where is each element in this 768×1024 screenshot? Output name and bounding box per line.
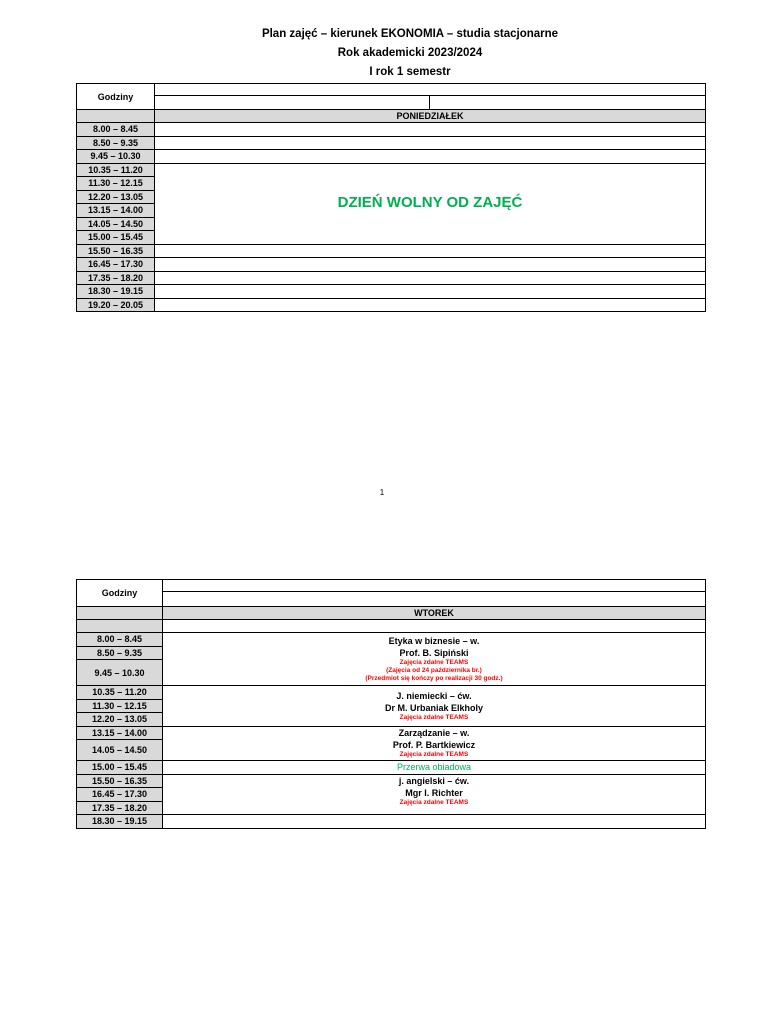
time-slot: 15.50 – 16.35 xyxy=(77,244,155,258)
lunch-break-cell xyxy=(163,761,706,775)
class-note: Zajęcia zdalne TEAMS xyxy=(399,798,469,806)
class-teacher: Prof. B. Sipiński xyxy=(399,648,469,658)
time-slot: 18.30 – 19.15 xyxy=(77,815,163,829)
class-title: Etyka w biznesie – w. xyxy=(388,636,480,646)
empty-slot xyxy=(155,123,706,137)
time-slot: 12.20 – 13.05 xyxy=(77,190,155,204)
class-title: j. angielski – ćw. xyxy=(398,775,470,786)
time-slot: 17.35 – 18.20 xyxy=(77,271,155,285)
free-day-cell xyxy=(155,163,706,244)
time-slot: 8.50 – 9.35 xyxy=(77,646,163,660)
godziny-header: Godziny xyxy=(77,580,163,607)
time-slot: 17.35 – 18.20 xyxy=(77,801,163,815)
time-slot: 15.00 – 15.45 xyxy=(77,231,155,245)
empty-slot xyxy=(155,298,706,312)
year-semester: I rok 1 semestr xyxy=(369,66,451,78)
tuesday-schedule-table xyxy=(76,579,706,829)
class-note: Zajęcia zdalne TEAMS xyxy=(399,659,469,666)
class-niemiecki xyxy=(163,686,706,727)
time-slot: 11.30 – 12.15 xyxy=(77,699,163,713)
time-slot: 15.00 – 15.45 xyxy=(77,761,163,775)
class-zarzadzanie xyxy=(163,726,706,761)
class-etyka xyxy=(163,633,706,686)
header-cell-top xyxy=(155,84,706,96)
time-slot: 13.15 – 14.00 xyxy=(77,726,163,740)
empty-slot xyxy=(155,271,706,285)
time-slot: 18.30 – 19.15 xyxy=(77,285,155,299)
godziny-header: Godziny xyxy=(77,84,155,110)
class-teacher: Mgr I. Richter xyxy=(405,787,463,798)
time-slot: 14.05 – 14.50 xyxy=(77,740,163,761)
class-title: J. niemiecki – ćw. xyxy=(396,690,472,701)
class-note: Zajęcia zdalne TEAMS xyxy=(399,751,469,759)
time-slot: 10.35 – 11.20 xyxy=(77,163,155,177)
time-slot: 13.15 – 14.00 xyxy=(77,204,155,218)
time-slot: 8.50 – 9.35 xyxy=(77,136,155,150)
time-slot: 8.00 – 8.45 xyxy=(77,633,163,647)
empty-slot xyxy=(155,258,706,272)
empty-slot xyxy=(163,815,706,829)
time-slot: 9.45 – 10.30 xyxy=(77,150,155,164)
class-note: (Zajęcia od 24 października br.) xyxy=(386,667,482,674)
class-teacher: Dr M. Urbaniak Elkholy xyxy=(384,702,484,713)
time-slot: 10.35 – 11.20 xyxy=(77,686,163,700)
subheader-cell xyxy=(163,620,706,633)
time-slot: 15.50 – 16.35 xyxy=(77,774,163,788)
header-cell-left xyxy=(155,96,430,110)
empty-slot xyxy=(155,285,706,299)
header-cell-bottom xyxy=(163,592,706,607)
time-slot: 16.45 – 17.30 xyxy=(77,258,155,272)
day-label-tuesday: WTOREK xyxy=(163,607,706,620)
time-slot: 12.20 – 13.05 xyxy=(77,713,163,727)
time-slot: 19.20 – 20.05 xyxy=(77,298,155,312)
lunch-break-label: Przerwa obiadowa xyxy=(396,762,472,773)
plan-title: Plan zajęć – kierunek EKONOMIA – studia stacjonarne xyxy=(261,28,559,40)
time-slot: 9.45 – 10.30 xyxy=(77,660,163,686)
empty-slot xyxy=(155,136,706,150)
day-row-spacer xyxy=(77,607,163,620)
empty-slot xyxy=(155,150,706,164)
class-angielski xyxy=(163,774,706,815)
page-number: 1 xyxy=(379,488,385,497)
empty-slot xyxy=(155,244,706,258)
header-cell-top xyxy=(163,580,706,592)
class-title: Zarządzanie – w. xyxy=(398,728,470,739)
subheader-spacer xyxy=(77,620,163,633)
academic-year: Rok akademicki 2023/2024 xyxy=(337,47,483,59)
class-teacher: Prof. P. Bartkiewicz xyxy=(392,740,476,751)
time-slot: 11.30 – 12.15 xyxy=(77,177,155,191)
day-row-spacer xyxy=(77,110,155,123)
time-slot: 16.45 – 17.30 xyxy=(77,788,163,802)
class-note: Zajęcia zdalne TEAMS xyxy=(399,713,469,721)
time-slot: 14.05 – 14.50 xyxy=(77,217,155,231)
time-slot: 8.00 – 8.45 xyxy=(77,123,155,137)
day-label-monday: PONIEDZIAŁEK xyxy=(155,110,706,123)
monday-schedule-table xyxy=(76,83,706,312)
class-note: (Przedmiot się kończy po realizacji 30 godz.) xyxy=(365,675,503,682)
free-day-label: DZIEŃ WOLNY OD ZAJĘĆ xyxy=(337,194,523,211)
header-cell-right xyxy=(430,96,706,110)
